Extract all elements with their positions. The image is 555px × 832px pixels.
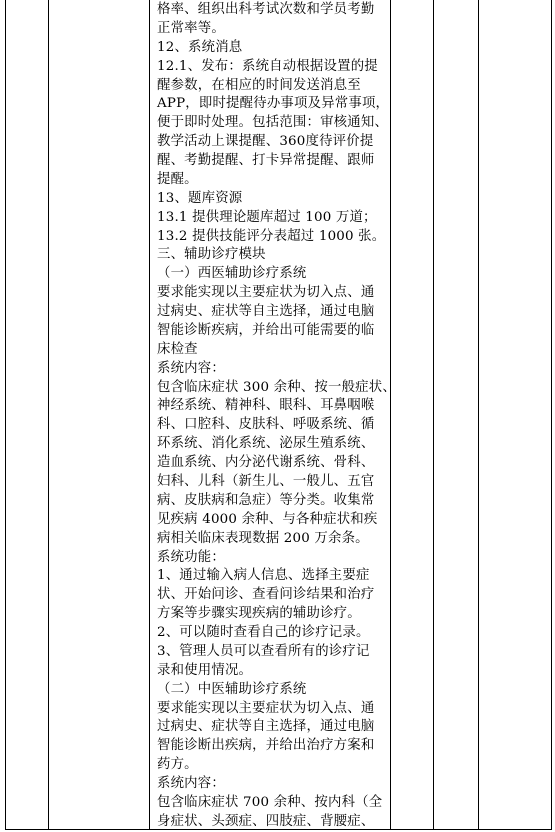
text-line: 方案等步骤实现疾病的辅助诊疗。 bbox=[157, 606, 361, 622]
text-line: （二）中医辅助诊疗系统 bbox=[157, 681, 307, 697]
text-line: 病相关临床表现数据 200 万余条。 bbox=[157, 530, 369, 546]
column-2 bbox=[48, 0, 49, 829]
text-line: 智能诊断出疾病，并给出治疗方案和 bbox=[157, 738, 375, 754]
text-line: 系统功能： bbox=[157, 549, 225, 565]
text-line: 系统内容： bbox=[157, 360, 225, 376]
text-line: 包含临床症状 700 余种、按内科（全 bbox=[157, 794, 383, 810]
text-line: 1、通过输入病人信息、选择主要症 bbox=[157, 568, 370, 584]
text-line: 录和使用情况。 bbox=[157, 662, 253, 678]
text-line: 神经系统、精神科、眼科、耳鼻咽喉 bbox=[157, 398, 375, 414]
text-line: 正常率等。 bbox=[157, 20, 225, 36]
text-line: 身症状、头颈症、四肢症、背腰症、 bbox=[157, 813, 375, 829]
text-line: 科、口腔科、皮肤科、呼吸系统、循 bbox=[157, 417, 375, 433]
column-3 bbox=[149, 0, 150, 829]
text-line: 见疾病 4000 余种、与各种症状和疾 bbox=[157, 511, 378, 527]
text-line: 13、题库资源 bbox=[157, 190, 243, 206]
text-line: （一）西医辅助诊疗系统 bbox=[157, 266, 307, 282]
column-4 bbox=[390, 0, 391, 829]
text-line: 13.2 提供技能评分表超过 1000 张。 bbox=[157, 228, 386, 244]
text-line: 病、皮肤病和急症）等分类。收集常 bbox=[157, 492, 375, 508]
text-line: 三、辅助诊疗模块 bbox=[157, 247, 266, 263]
text-line: 包含临床症状 300 余种、按一般症状、 bbox=[157, 379, 396, 395]
text-line: 13.1 提供理论题库超过 100 万道； bbox=[157, 209, 377, 225]
text-line: 环系统、消化系统、泌尿生殖系统、 bbox=[157, 436, 375, 452]
text-line: 要求能实现以主要症状为切入点、通 bbox=[157, 285, 375, 301]
text-line: 过病史、症状等自主选择，通过电脑 bbox=[157, 719, 375, 735]
text-line: 要求能实现以主要症状为切入点、通 bbox=[157, 700, 375, 716]
text-line: 智能诊断疾病，并给出可能需要的临 bbox=[157, 322, 375, 338]
text-line: 过病史、症状等自主选择，通过电脑 bbox=[157, 304, 375, 320]
column-6 bbox=[478, 0, 479, 829]
text-line: 醒参数，在相应的时间发送消息至 bbox=[157, 77, 361, 93]
text-line: 药方。 bbox=[157, 757, 198, 773]
text-line: 状、开始问诊、查看问诊结果和治疗 bbox=[157, 587, 375, 603]
column-5 bbox=[433, 0, 434, 829]
requirements-cell bbox=[153, 0, 396, 829]
text-line: 提醒。 bbox=[157, 171, 198, 187]
text-line: 格率、组织出科考试次数和学员考勤 bbox=[157, 2, 375, 17]
column-1 bbox=[5, 0, 6, 829]
text-line: 便于即时处理。包括范围：审核通知、 bbox=[157, 115, 389, 131]
document-table bbox=[5, 0, 552, 830]
text-line: 2、可以随时查看自己的诊疗记录。 bbox=[157, 625, 370, 641]
text-line: 造血系统、内分泌代谢系统、骨科、 bbox=[157, 455, 375, 471]
text-line: 妇科、儿科（新生儿、一般儿、五官 bbox=[157, 474, 375, 489]
text-line: 12.1、发布：系统自动根据设置的提 bbox=[157, 58, 378, 74]
text-line: 醒、考勤提醒、打卡异常提醒、跟师 bbox=[157, 153, 375, 169]
text-line: 12、系统消息 bbox=[157, 39, 243, 55]
text-line: 床检查 bbox=[157, 341, 198, 357]
text-line: 教学活动上课提醒、360度待评价提 bbox=[157, 134, 374, 150]
text-line: 3、管理人员可以查看所有的诊疗记 bbox=[157, 643, 370, 659]
text-line: 系统内容： bbox=[157, 776, 225, 792]
text-line: APP，即时提醒待办事项及异常事项， bbox=[157, 96, 390, 112]
